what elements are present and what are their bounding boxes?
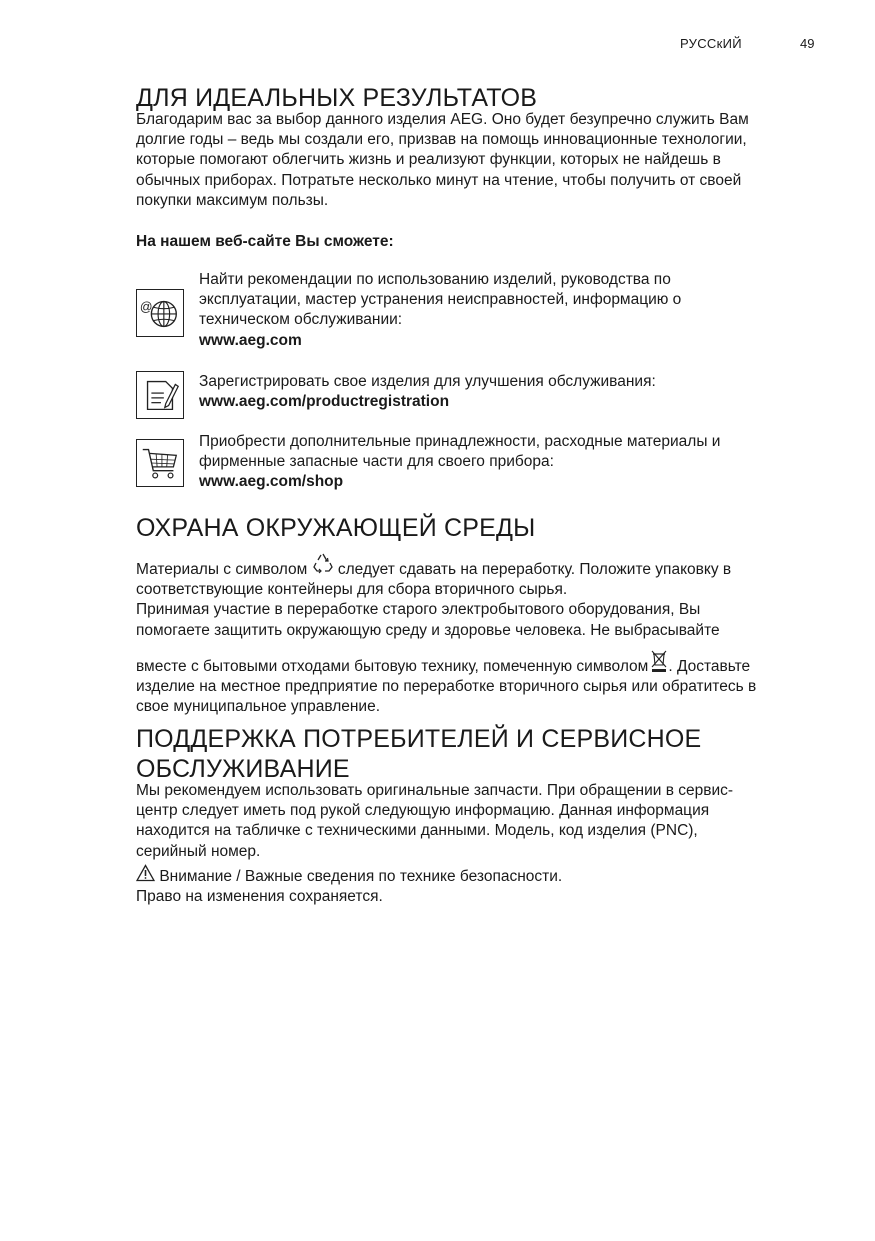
warning-text: Внимание / Важные сведения по технике безопасности. (159, 867, 563, 885)
item-text: техническом обслуживании: (199, 311, 403, 329)
intro-line: покупки максимум пользы. (136, 191, 329, 209)
environment-paragraph (136, 552, 756, 717)
env-text: помогаете защитить окружающую среду и здоровье человека. Не выбрасывайте (136, 621, 720, 639)
env-text: Материалы с символом (136, 561, 308, 578)
website-heading: На нашем веб-сайте Вы сможете: (136, 233, 394, 250)
link-registration[interactable]: www.aeg.com/productregistration (199, 393, 450, 411)
intro-line: Благодарим вас за выбор данного изделия AEG. Оно будет безупречно служить Вам (136, 111, 749, 128)
env-text: изделие на местное предприятие по переработке вторичного сырья или обратитесь в (136, 678, 757, 696)
web-globe-icon (136, 289, 184, 337)
website-item-registration (199, 372, 656, 412)
support-title-line: ОБСЛУЖИВАНИЕ (136, 755, 350, 783)
support-text: центр следует иметь под рукой следующую информацию. Данная информация (136, 802, 710, 820)
support-text: Мы рекомендуем использовать оригинальные запчасти. При обращении в сервис- (136, 782, 734, 799)
header-language: РУССкИЙ (680, 36, 742, 51)
item-text: Найти рекомендации по использованию изделий, руководства по (199, 271, 671, 288)
intro-paragraph (136, 110, 749, 211)
registration-document-icon (136, 371, 184, 419)
env-text: соответствующие контейнеры для сбора вторичного сырья. (136, 581, 568, 599)
section-title-support (136, 724, 701, 784)
website-item-shop (199, 432, 720, 493)
page-number: 49 (800, 36, 815, 51)
item-text: фирменные запасные части для своего прибора: (199, 453, 554, 471)
support-text: серийный номер. (136, 842, 261, 860)
intro-line: обычных приборах. Потратьте несколько минут на чтение, чтобы получить от своей (136, 171, 742, 189)
website-item-help (199, 270, 681, 351)
item-text: эксплуатации, мастер устранения неисправностей, информацию о (199, 291, 682, 309)
section-title-environment: ОХРАНА ОКРУЖАЮЩЕЙ СРЕДЫ (136, 514, 536, 542)
link-shop[interactable]: www.aeg.com/shop (199, 473, 344, 491)
svg-text:@: @ (139, 300, 153, 315)
env-text: свое муниципальное управление. (136, 698, 381, 716)
warning-triangle-icon (136, 864, 155, 882)
recycle-icon (312, 552, 334, 574)
item-text: Приобрести дополнительные принадлежности, расходные материалы и (199, 433, 721, 450)
support-paragraph (136, 781, 733, 907)
intro-line: которые помогают облегчить жизнь и реализуют функции, которых не найдешь в (136, 151, 721, 169)
support-title-line: ПОДДЕРЖКА ПОТРЕБИТЕЛЕЙ И СЕРВИСНОЕ (136, 725, 702, 753)
shopping-cart-icon (136, 439, 184, 487)
crossed-bin-icon (650, 650, 668, 672)
section-title-results: ДЛЯ ИДЕАЛЬНЫХ РЕЗУЛЬТАТОВ (136, 84, 538, 112)
link-aeg[interactable]: www.aeg.com (199, 331, 302, 349)
rights-text: Право на изменения сохраняется. (136, 888, 383, 906)
env-text: следует сдавать на переработку. Положите упаковку в (337, 561, 732, 578)
env-text: . Доставьте (668, 657, 751, 675)
intro-line: долгие годы – ведь мы создали его, призвав на помощь инновационные технологии, (136, 131, 747, 149)
item-text: Зарегистрировать свое изделия для улучшения обслуживания: (199, 373, 656, 390)
env-text: вместе с бытовыми отходами бытовую технику, помеченную символом (136, 657, 649, 675)
support-text: находится на табличке с техническими данными. Модель, код изделия (PNC), (136, 822, 698, 840)
env-text: Принимая участие в переработке старого электробытового оборудования, Вы (136, 601, 701, 619)
